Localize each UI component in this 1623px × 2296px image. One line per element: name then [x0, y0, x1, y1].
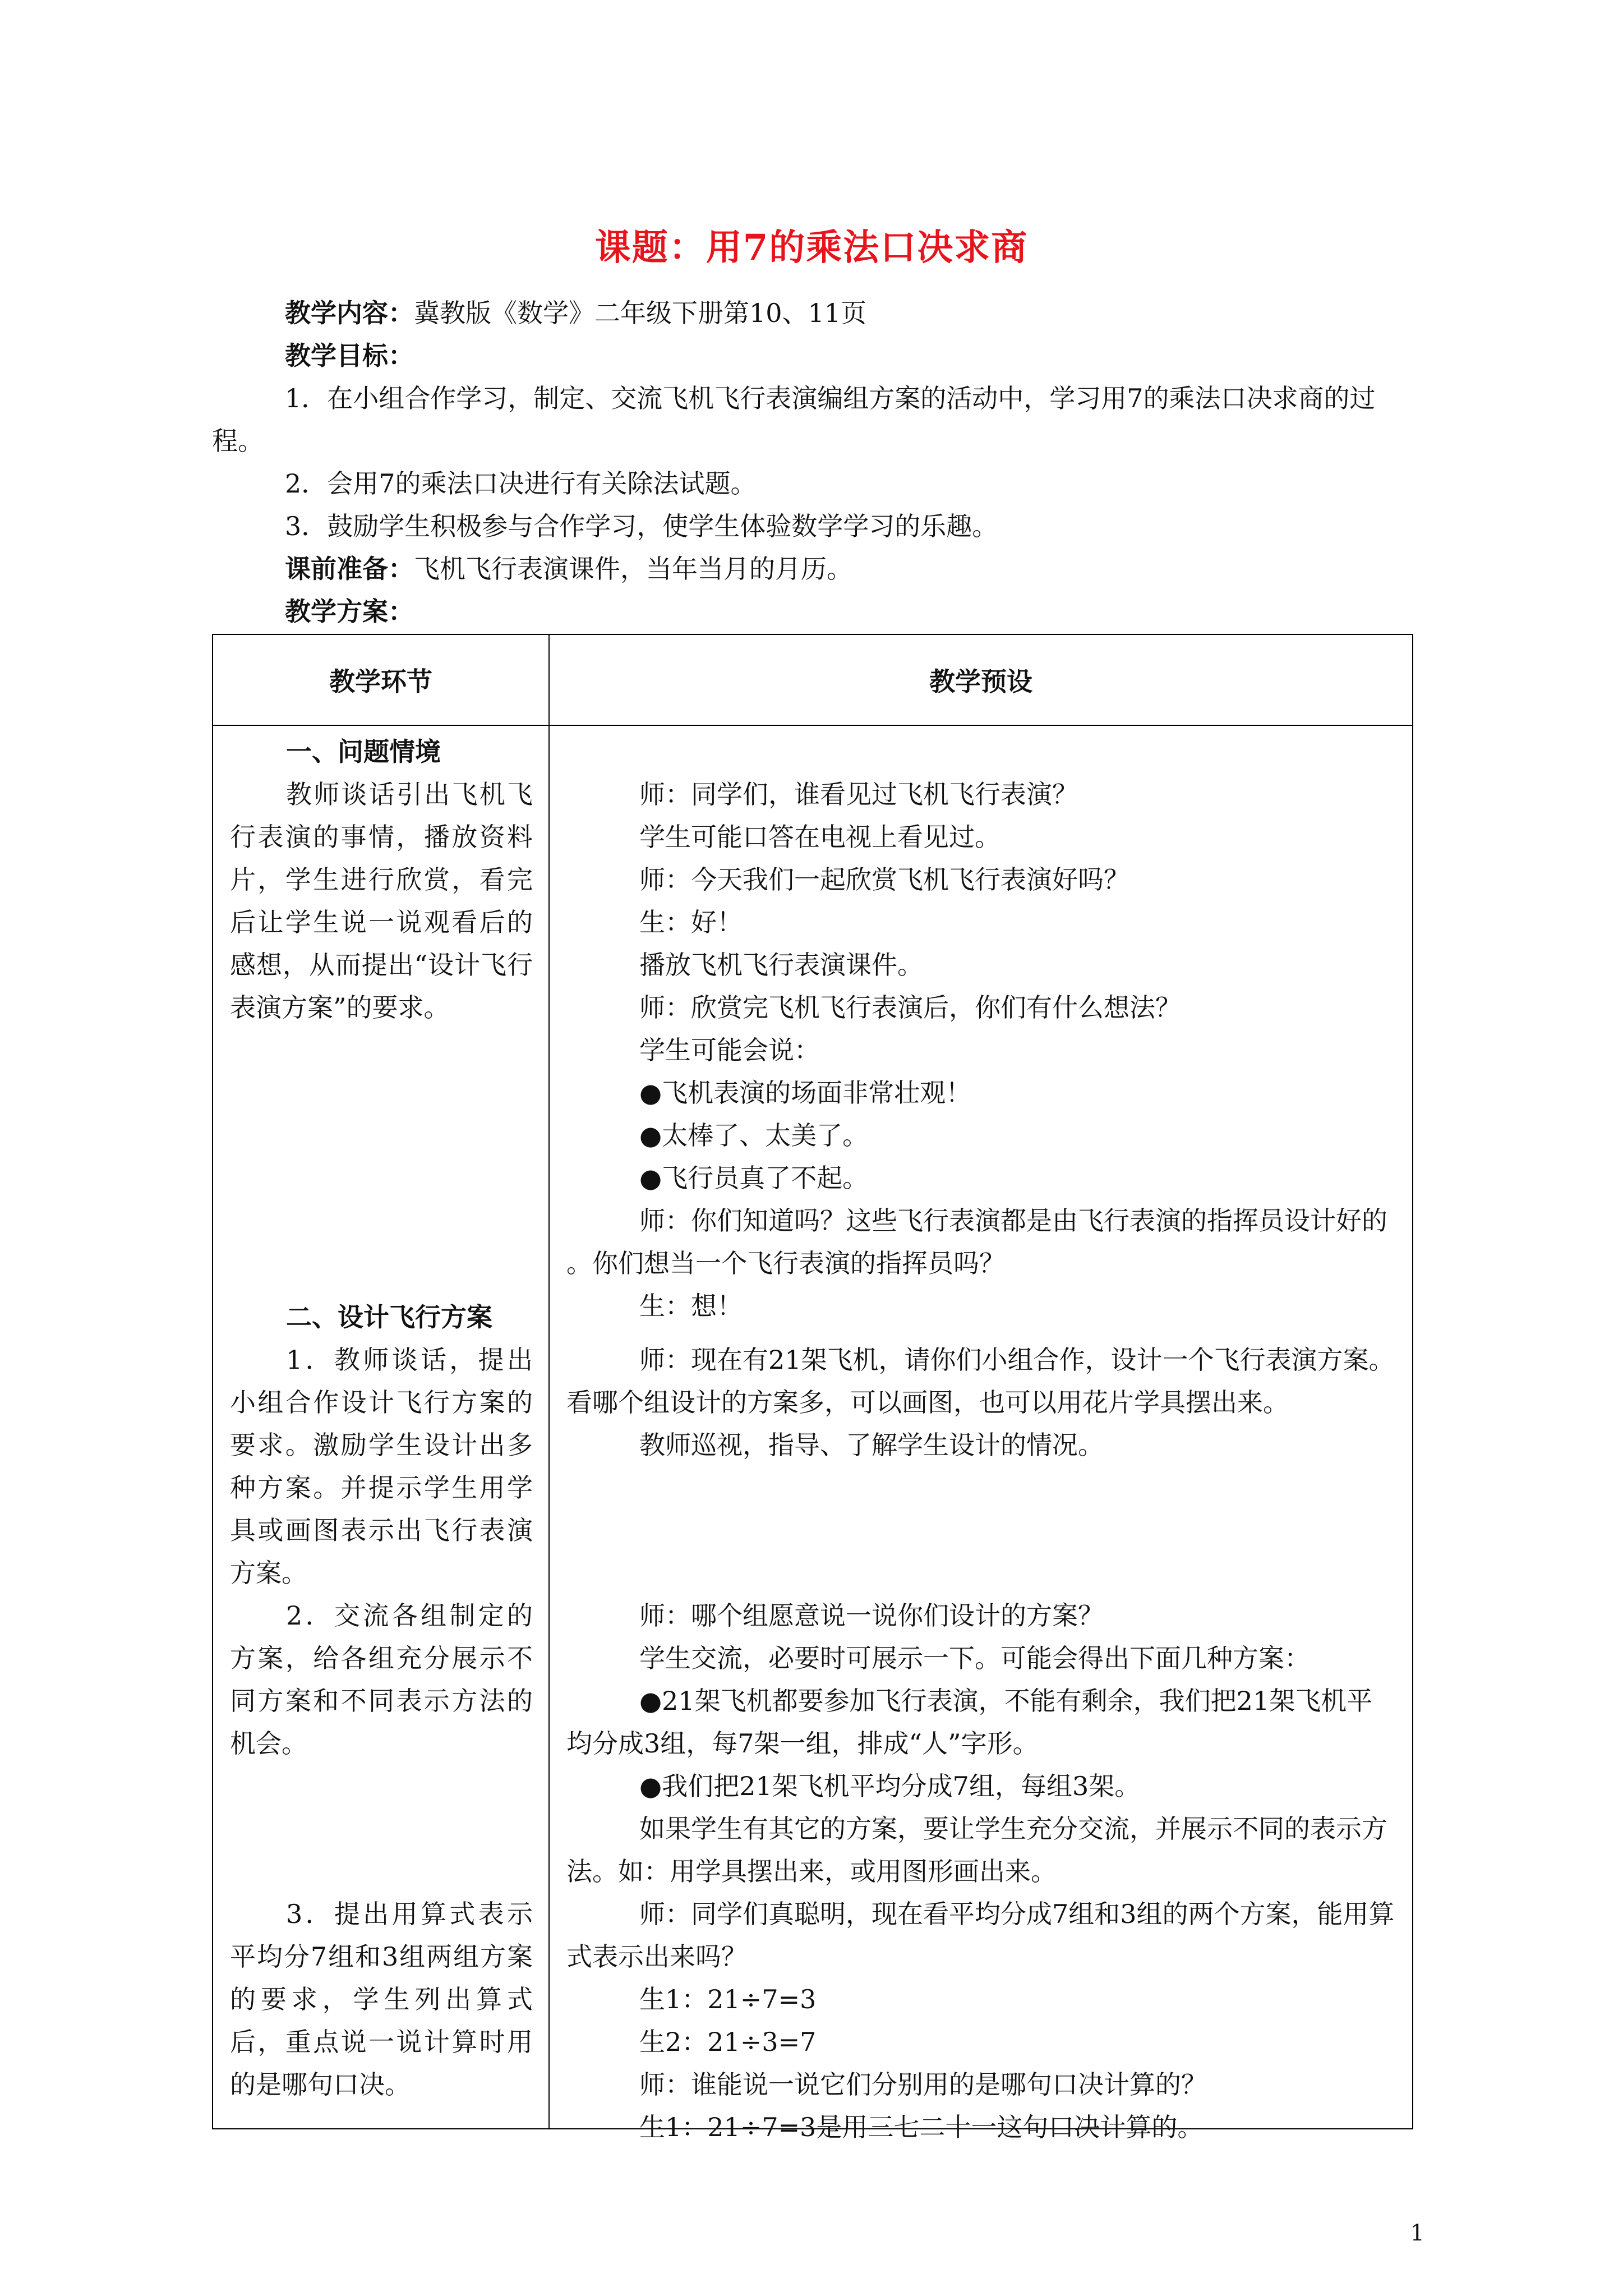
goal-3: 3．鼓励学生积极参与合作学习，使学生体验数学学习的乐趣。 — [285, 511, 998, 541]
content-value: 冀教版《数学》二年级下册第10、11页 — [414, 298, 867, 328]
dialogue-block-3 — [566, 1594, 1396, 1893]
dialogue-line: 师：谁能说一说它们分别用的是哪句口决计算的？ — [639, 2069, 1207, 2100]
dialogue-line: 学生可能会说： — [639, 1035, 820, 1065]
page-number: 1 — [1410, 2220, 1424, 2246]
header-stage: 教学环节 — [213, 634, 549, 725]
dialogue-line: 师：你们知道吗？这些飞行表演都是由飞行表演的指挥员设计好的 。你们想当一个飞行表演的指挥员吗？ — [566, 1205, 1387, 1278]
dialogue-line: 师：现在有21架飞机，请你们小组合作，设计一个飞行表演方案。看哪个组设计的方案多，可以画图，也可以用花片学具摆出来。 — [566, 1345, 1395, 1418]
presets-cell — [549, 725, 1413, 2142]
dialogue-line: 学生交流，必要时可展示一下。可能会得出下面几种方案： — [639, 1643, 1310, 1673]
header-preset: 教学预设 — [549, 634, 1413, 725]
dialogue-line: 播放飞机飞行表演课件。 — [639, 950, 923, 980]
dialogue-line: 如果学生有其它的方案，要让学生充分交流，并展示不同的表示方法。如：用学具摆出来，或用图形画出来。 — [566, 1814, 1387, 1887]
dialogue-line: 生2：21÷3=7 — [639, 2027, 817, 2057]
goal-1: 1．在小组合作学习，制定、交流飞机飞行表演编组方案的活动中，学习用7的乘法口决求商的过程。 — [212, 383, 1376, 456]
dialogue-line: 师：哪个组愿意说一说你们设计的方案？ — [639, 1600, 1104, 1631]
dialogue-line: 师：今天我们一起欣赏飞机飞行表演好吗？ — [639, 864, 1129, 895]
content-label: 教学内容： — [285, 298, 414, 328]
section-2-title: 二、设计飞行方案 — [286, 1302, 492, 1332]
dialogue-block-1 — [566, 773, 1396, 1327]
goals-label: 教学目标： — [285, 341, 414, 371]
content-line — [212, 292, 1412, 334]
bullet-line: ●飞机表演的场面非常壮观！ — [639, 1078, 972, 1108]
dialogue-block-4 — [566, 1893, 1396, 2148]
section-2-step-2-block — [230, 1594, 533, 1765]
bullet-line: ●21架飞机都要参加飞行表演，不能有剩余，我们把21架飞机平均分成3组，每7架一组，排成“人”字形。 — [566, 1686, 1373, 1759]
section-2-step-3: 3．提出用算式表示平均分7组和3组两组方案的要求，学生列出算式后，重点说一说计算时用的是哪句口决。 — [230, 1899, 533, 2100]
plan-label: 教学方案： — [285, 596, 414, 627]
dialogue-line: 生：好！ — [639, 907, 743, 937]
section-2-left — [230, 1296, 533, 1594]
plan-heading — [212, 590, 1412, 633]
goals-heading — [212, 334, 1412, 377]
section-1-text: 教师谈话引出飞机飞行表演的事情，播放资料片，学生进行欣赏，看完后让学生说一说观看后的感想，从而提出“设计飞行表演方案”的要求。 — [230, 779, 533, 1023]
bullet-line: ●飞行员真了不起。 — [639, 1163, 869, 1193]
stages-cell — [213, 725, 549, 2129]
table-body-row — [213, 725, 1413, 2129]
dialogue-line: 师：同学们真聪明，现在看平均分成7组和3组的两个方案，能用算式表示出来吗？ — [566, 1899, 1395, 1972]
dialogue-block-2 — [566, 1338, 1396, 1466]
section-2-step-2: 2．交流各组制定的方案，给各组充分展示不同方案和不同表示方法的机会。 — [230, 1600, 533, 1759]
prep-label: 课前准备： — [285, 554, 414, 584]
bullet-line: ●太棒了、太美了。 — [639, 1120, 869, 1151]
dialogue-line: 师：欣赏完飞机飞行表演后，你们有什么想法？ — [639, 992, 1181, 1023]
section-2-step-3-block — [230, 1893, 533, 2106]
goal-2: 2．会用7的乘法口决进行有关除法试题。 — [285, 468, 757, 499]
dialogue-line: 生：想！ — [639, 1291, 743, 1321]
section-1-title: 一、问题情境 — [286, 737, 441, 767]
page-title: 课题：用7的乘法口决求商 — [594, 227, 1029, 269]
lesson-plan-table — [212, 634, 1413, 2142]
dialogue-line: 学生可能口答在电视上看见过。 — [639, 822, 1000, 852]
table-header-row — [213, 634, 1413, 725]
bullet-line: ●我们把21架飞机平均分成7组，每组3架。 — [639, 1771, 1141, 1801]
dialogue-line: 生1：21÷7=3 — [639, 1984, 817, 2014]
dialogue-line: 师：同学们，谁看见过飞机飞行表演？ — [639, 779, 1078, 809]
dialogue-line: 生1：21÷7=3是用三七二十一这句口决计算的。 — [639, 2112, 1204, 2142]
section-2-step-1: 1．教师谈话，提出小组合作设计飞行方案的要求。激励学生设计出多种方案。并提示学生用学具或画图表示出飞行表演方案。 — [230, 1345, 533, 1588]
dialogue-line: 教师巡视，指导、了解学生设计的情况。 — [639, 1430, 1104, 1460]
section-1-left — [230, 730, 533, 1029]
prep-line — [212, 547, 1412, 590]
prep-value: 飞机飞行表演课件，当年当月的月历。 — [414, 554, 852, 584]
